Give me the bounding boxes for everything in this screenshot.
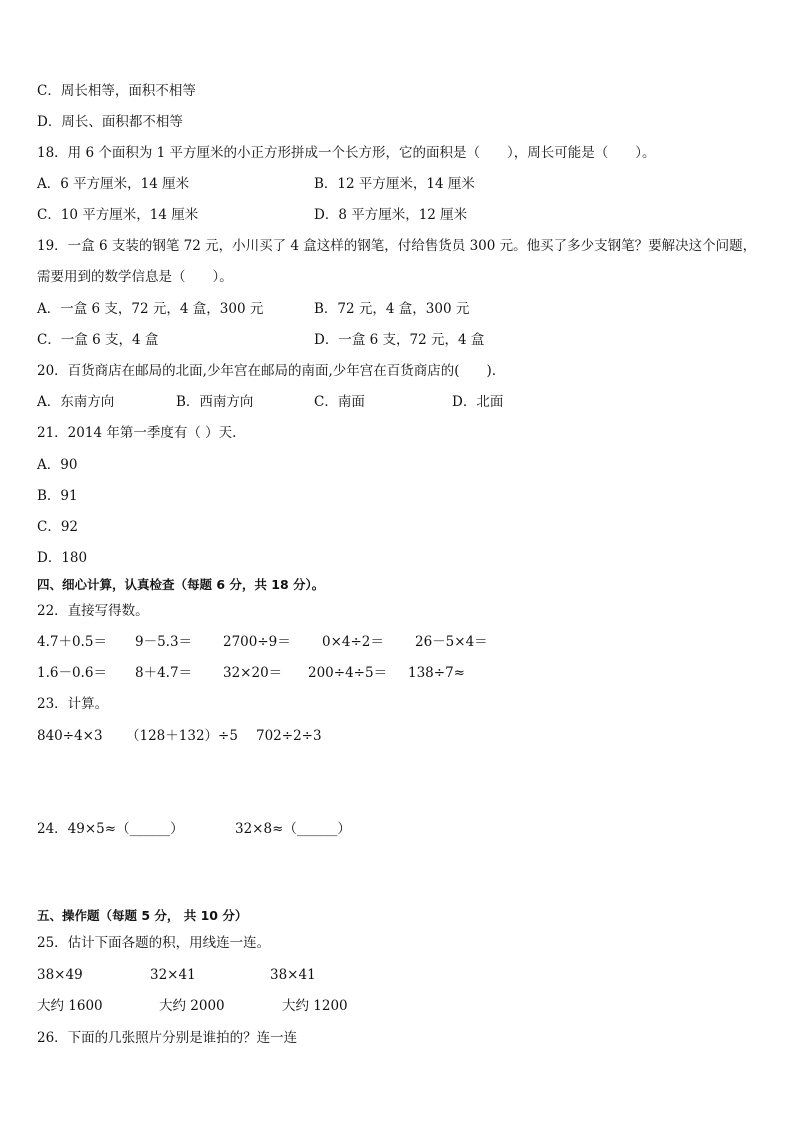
question-18: 18．用 6 个面积为 1 平方厘米的小正方形拼成一个长方形，它的面积是（ ），周长可能是（ ）。 [37,145,656,161]
question-26: 26．下面的几张照片分别是谁拍的？连一连 [37,1030,298,1046]
q21-option-c: C．92 [37,519,79,535]
calc-item: 32×20＝ [223,665,283,681]
q21-option-b: B．91 [37,488,78,504]
q19-option-b: B．72 元，4 盒，300 元 [314,301,470,317]
q18-option-a: A．6 平方厘米，14 厘米 [37,176,190,192]
question-23: 23．计算。 [37,696,109,712]
question-25: 25．估计下面各题的积，用线连一连。 [37,935,271,951]
calc-item: 0×4÷2＝ [322,634,384,650]
q18-option-d: D．8 平方厘米，12 厘米 [314,207,468,223]
expression-item: 702÷2÷3 [256,728,322,744]
q21-option-a: A．90 [37,457,78,473]
calc-item: 2700÷9＝ [223,634,291,650]
question-19-cont: 需要用到的数学信息是（ ）。 [37,269,233,285]
question-24-part-a: 24．49×5≈（______） [37,821,184,837]
q19-option-d: D．一盒 6 支，72 元，4 盒 [314,332,485,348]
question-24-part-b: 32×8≈（______） [235,821,351,837]
q18-option-c: C．10 平方厘米，14 厘米 [37,207,199,223]
calc-item: 26－5×4＝ [415,634,488,650]
option-c-line: C．周长相等，面积不相等 [37,83,196,99]
option-d-line: D．周长、面积都不相等 [37,114,183,130]
calc-item: 8＋4.7＝ [135,665,193,681]
calc-item: 4.7＋0.5＝ [37,634,107,650]
q19-option-a: A．一盒 6 支，72 元，4 盒，300 元 [37,301,264,317]
q20-option-a: A．东南方向 [37,394,115,410]
product-item: 38×41 [270,967,316,983]
q21-option-d: D．180 [37,550,88,566]
expression-item: （128＋132）÷5 [126,728,238,744]
calc-item: 200÷4÷5＝ [308,665,388,681]
q20-option-c: C．南面 [314,394,365,410]
question-21: 21．2014 年第一季度有（ ）天. [37,425,237,441]
product-item: 32×41 [150,967,196,983]
q18-option-b: B．12 平方厘米，14 厘米 [314,176,475,192]
section-5-heading: 五、操作题（每题 5 分， 共 10 分） [37,908,248,923]
question-22: 22．直接写得数。 [37,603,149,619]
estimate-item: 大约 2000 [159,998,225,1014]
expression-item: 840÷4×3 [37,728,103,744]
question-19: 19．一盒 6 支装的钢笔 72 元，小川买了 4 盒这样的钢笔，付给售货员 300 元。他买了多少支钢笔？要解决这个问题， [37,238,757,254]
product-item: 38×49 [37,967,83,983]
calc-item: 1.6－0.6＝ [37,665,107,681]
estimate-item: 大约 1600 [37,998,103,1014]
calc-item: 138÷7≈ [408,665,465,681]
q20-option-b: B．西南方向 [176,394,254,410]
calc-item: 9－5.3＝ [135,634,193,650]
section-4-heading: 四、细心计算，认真检查（每题 6 分，共 18 分）。 [37,577,325,592]
estimate-item: 大约 1200 [282,998,348,1014]
q20-option-d: D．北面 [452,394,504,410]
question-20: 20．百货商店在邮局的北面,少年宫在邮局的南面,少年宫在百货商店的( ). [37,363,497,379]
q19-option-c: C．一盒 6 支，4 盒 [37,332,159,348]
